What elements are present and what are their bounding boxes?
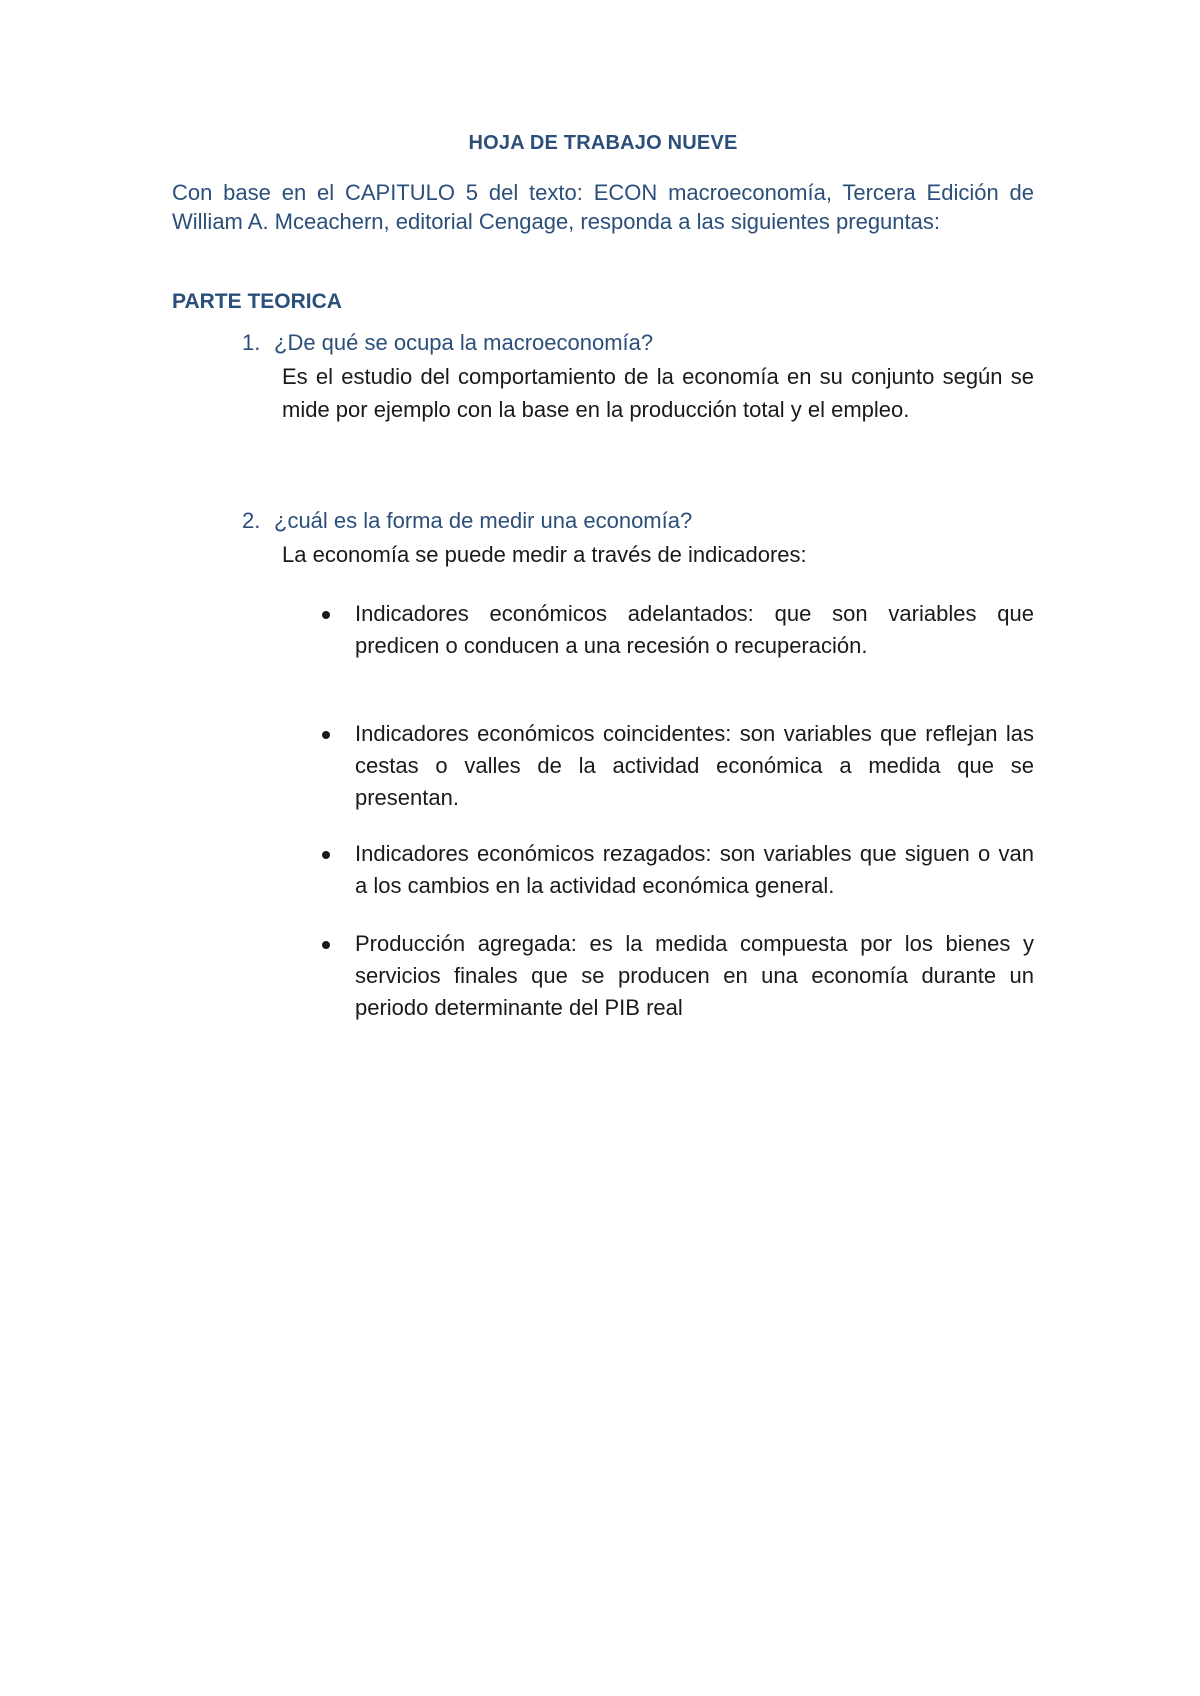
answer-2: La economía se puede medir a través de indicadores:: [282, 542, 807, 567]
bullet-icon: [322, 611, 330, 619]
intro-paragraph: Con base en el CAPITULO 5 del texto: ECON macroeconomía, Tercera Edición de William A. Mceachern, editorial Cengage, responda a las siguientes preguntas:: [172, 180, 1034, 234]
question-number: 2.: [242, 508, 261, 533]
section-heading: PARTE TEORICA: [172, 290, 342, 313]
bullet-icon: [322, 851, 330, 859]
question-number: 1.: [242, 330, 261, 355]
document-title: HOJA DE TRABAJO NUEVE: [468, 132, 738, 154]
list-item-text: Producción agregada: es la medida compuesta por los bienes y servicios finales que se producen en una economía durante un periodo determinante del PIB real: [355, 931, 1034, 1020]
list-item-text: Indicadores económicos rezagados: son variables que siguen o van a los cambios en la actividad económica general.: [355, 841, 1034, 898]
list-item-text: Indicadores económicos adelantados: que son variables que predicen o conducen a una recesión o recuperación.: [355, 601, 1034, 658]
bullet-icon: [322, 731, 330, 739]
answer-1: Es el estudio del comportamiento de la economía en su conjunto según se mide por ejemplo con la base en la producción total y el empleo.: [282, 364, 1034, 422]
question-text: ¿De qué se ocupa la macroeconomía?: [274, 330, 654, 355]
list-item-text: Indicadores económicos coincidentes: son variables que reflejan las cestas o valles de la actividad económica a medida que se presentan.: [355, 721, 1034, 810]
bullet-icon: [322, 941, 330, 949]
question-text: ¿cuál es la forma de medir una economía?: [274, 508, 693, 533]
